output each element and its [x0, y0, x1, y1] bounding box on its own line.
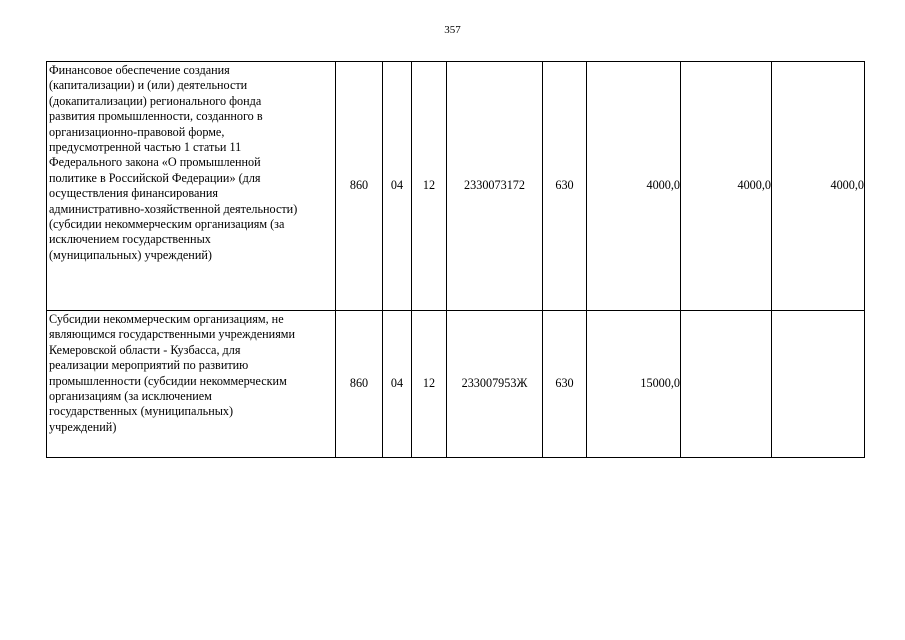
section-code-cell: 04: [383, 311, 412, 458]
table-row: [47, 311, 865, 458]
budget-table: [46, 61, 865, 458]
target-item-cell: 233007953Ж: [447, 311, 543, 458]
expense-type-cell: 630: [543, 311, 587, 458]
expense-type-cell: 630: [543, 62, 587, 311]
amount-year-1-cell: 15000,0: [587, 311, 681, 458]
amount-year-3-cell: [772, 311, 865, 458]
description-cell: Субсидии некоммерческим организациям, не являющимся государственными учреждениями Кемеровской области - Кузбасса, для реализации мероприятий по развитию промышленности (субсидии некоммерческим организациям (за исключением государственных (муниципальных) учреждений): [47, 311, 336, 458]
subsection-code-cell: 12: [412, 311, 447, 458]
description-cell: Финансовое обеспечение создания (капитализации) и (или) деятельности (докапитализации) регионального фонда развития промышленности, созданного в организационно-правовой форме, предусмотренной частью 1 статьи 11 Федерального закона «О промышленной политике в Российской Федерации» (для осуществления финансирования административно-хозяйственной деятельности) (субсидии некоммерческим организациям (за исключением государственных (муниципальных) учреждений): [47, 62, 336, 311]
amount-year-2-cell: 4000,0: [681, 62, 772, 311]
subsection-code-cell: 12: [412, 62, 447, 311]
section-code-cell: 04: [383, 62, 412, 311]
target-item-cell: 2330073172: [447, 62, 543, 311]
amount-year-1-cell: 4000,0: [587, 62, 681, 311]
amount-year-2-cell: [681, 311, 772, 458]
ministry-code-cell: 860: [336, 62, 383, 311]
amount-year-3-cell: 4000,0: [772, 62, 865, 311]
ministry-code-cell: 860: [336, 311, 383, 458]
table-row: [47, 62, 865, 311]
page-number: 357: [444, 24, 461, 36]
